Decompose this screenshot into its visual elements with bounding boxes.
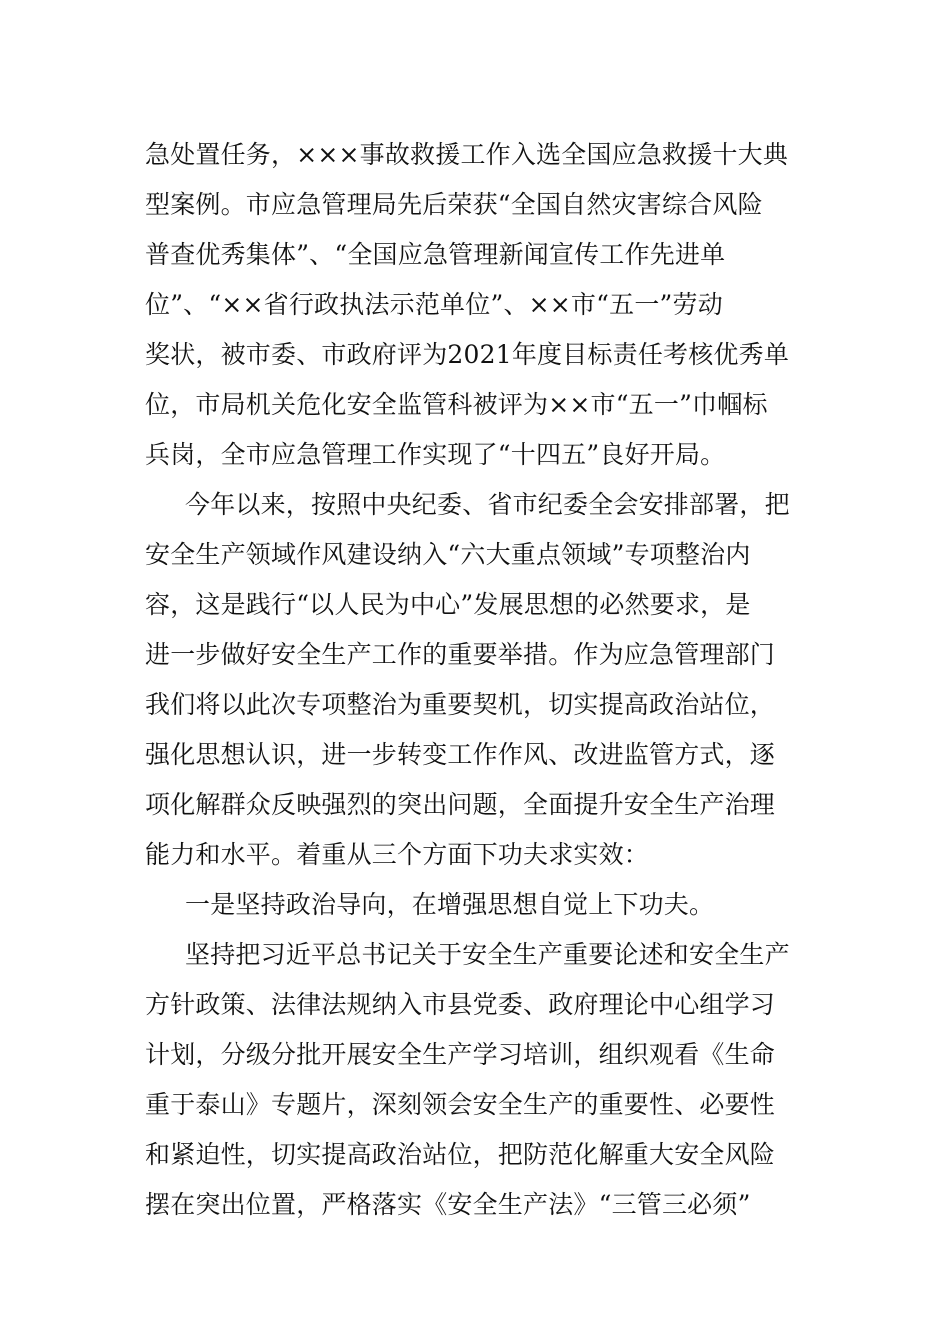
text-line: 急处置任务，×××事故救援工作入选全国应急救援十大典: [145, 140, 789, 169]
text-line: 重于泰山》专题片，深刻领会安全生产的重要性、必要性: [145, 1090, 776, 1119]
text-line: 兵岗，全市应急管理工作实现了“十四五”良好开局。: [145, 440, 726, 469]
text-line: 安全生产领域作风建设纳入“六大重点领域”专项整治内: [145, 540, 751, 569]
text-line: 容，这是践行“以人民为中心”发展思想的必然要求，是: [145, 590, 751, 619]
text-line: 项化解群众反映强烈的突出问题，全面提升安全生产治理: [145, 790, 776, 819]
text-line: 摆在突出位置，严格落实《安全生产法》“三管三必须”: [145, 1190, 751, 1219]
paragraph-start-line: 今年以来，按照中央纪委、省市纪委全会安排部署，把: [185, 490, 790, 519]
paragraph-start-line: 坚持把习近平总书记关于安全生产重要论述和安全生产: [185, 940, 790, 969]
text-line: 方针政策、法律法规纳入市县党委、政府理论中心组学习: [145, 990, 776, 1019]
text-line: 位”、“××省行政执法示范单位”、××市“五一”劳动: [145, 290, 723, 319]
text-line: 型案例。市应急管理局先后荣获“全国自然灾害综合风险: [145, 190, 763, 219]
text-line: 普查优秀集体”、“全国应急管理新闻宣传工作先进单: [145, 240, 726, 269]
text-line: 能力和水平。着重从三个方面下功夫求实效：: [145, 840, 650, 869]
section-heading-line: 一是坚持政治导向，在增强思想自觉上下功夫。: [185, 890, 715, 919]
text-line: 我们将以此次专项整治为重要契机，切实提高政治站位，: [145, 690, 776, 719]
text-line: 强化思想认识，进一步转变工作作风、改进监管方式，逐: [145, 740, 776, 769]
text-line: 进一步做好安全生产工作的重要举措。作为应急管理部门: [145, 640, 776, 669]
text-line: 和紧迫性，切实提高政治站位，把防范化解重大安全风险: [145, 1140, 776, 1169]
text-line: 计划，分级分批开展安全生产学习培训，组织观看《生命: [145, 1040, 776, 1069]
text-line: 奖状，被市委、市政府评为2021年度目标责任考核优秀单: [145, 340, 790, 369]
text-line: 位，市局机关危化安全监管科被评为××市“五一”巾帼标: [145, 390, 768, 419]
